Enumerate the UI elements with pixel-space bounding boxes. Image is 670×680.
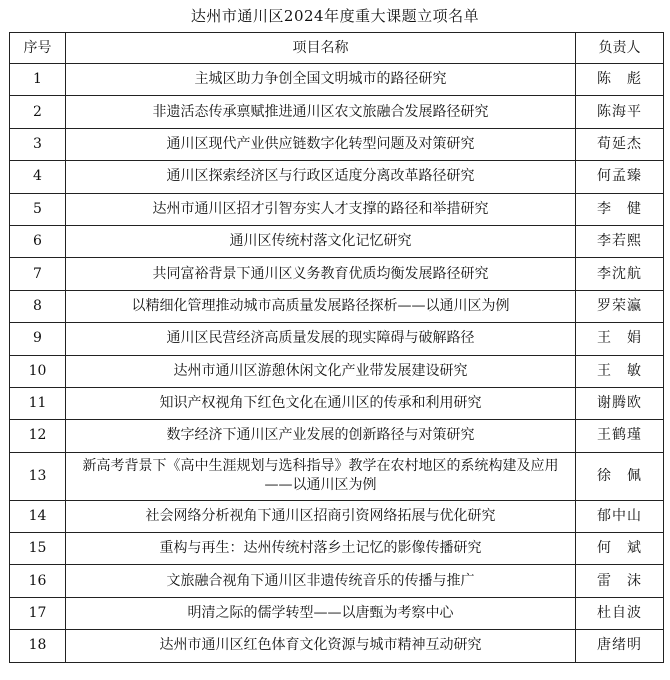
row-number: 14 [10,500,66,532]
row-leader: 陈 彪 [576,64,664,96]
row-number: 1 [10,64,66,96]
row-leader: 郁中山 [576,500,664,532]
table-row [10,128,664,160]
row-leader: 王 敏 [576,355,664,387]
row-project-name: 社会网络分析视角下通川区招商引资网络拓展与优化研究 [66,500,576,532]
table-row [10,258,664,290]
row-leader: 杜自波 [576,597,664,629]
row-project-name: 重构与再生：达州传统村落乡土记忆的影像传播研究 [66,533,576,565]
row-number: 16 [10,565,66,597]
row-number: 4 [10,161,66,193]
table-row [10,597,664,629]
row-leader: 李沈航 [576,258,664,290]
row-leader: 何 斌 [576,533,664,565]
row-project-name: 非遗活态传承禀赋推进通川区农文旅融合发展路径研究 [66,96,576,128]
row-number: 6 [10,225,66,257]
document-title: 达州市通川区2024年度重大课题立项名单 [190,7,480,25]
table-row [10,452,664,500]
row-number: 11 [10,387,66,419]
table-body [10,64,664,663]
table-row [10,161,664,193]
row-leader: 谢腾欧 [576,387,664,419]
table-row [10,565,664,597]
table-row [10,323,664,355]
row-project-name: 数字经济下通川区产业发展的创新路径与对策研究 [66,420,576,452]
row-project-name: 达州市通川区游憩休闲文化产业带发展建设研究 [66,355,576,387]
row-number: 18 [10,630,66,662]
row-leader: 李若熙 [576,225,664,257]
row-number: 3 [10,128,66,160]
row-project-name: 共同富裕背景下通川区义务教育优质均衡发展路径研究 [66,258,576,290]
row-project-name: 新高考背景下《高中生涯规划与选科指导》教学在农村地区的系统构建及应用——以通川区为例 [66,452,576,500]
row-project-name: 达州市通川区招才引智夯实人才支撑的路径和举措研究 [66,193,576,225]
table-row [10,193,664,225]
header-project-name: 项目名称 [66,33,576,64]
row-project-name: 通川区探索经济区与行政区适度分离改革路径研究 [66,161,576,193]
row-leader: 李 健 [576,193,664,225]
row-leader: 王 娟 [576,323,664,355]
table-row [10,387,664,419]
row-project-name: 文旅融合视角下通川区非遗传统音乐的传播与推广 [66,565,576,597]
row-number: 13 [10,452,66,500]
row-leader: 荀延杰 [576,128,664,160]
table-row [10,500,664,532]
row-leader: 王鹤瑾 [576,420,664,452]
row-leader: 徐 佩 [576,452,664,500]
project-list-table [9,32,664,663]
row-number: 2 [10,96,66,128]
table-header-row [10,33,664,64]
row-project-name: 通川区传统村落文化记忆研究 [66,225,576,257]
row-project-name: 主城区助力争创全国文明城市的路径研究 [66,64,576,96]
row-project-name: 达州市通川区红色体育文化资源与城市精神互动研究 [66,630,576,662]
table-row [10,96,664,128]
row-number: 7 [10,258,66,290]
row-leader: 罗荣瀛 [576,290,664,322]
row-leader: 唐绪明 [576,630,664,662]
row-number: 8 [10,290,66,322]
header-number: 序号 [10,33,66,64]
row-number: 17 [10,597,66,629]
table-row [10,225,664,257]
table-row [10,630,664,662]
table-row [10,533,664,565]
row-number: 15 [10,533,66,565]
row-number: 10 [10,355,66,387]
row-project-name: 通川区现代产业供应链数字化转型问题及对策研究 [66,128,576,160]
row-project-name: 明清之际的儒学转型——以唐甄为考察中心 [66,597,576,629]
row-project-name: 以精细化管理推动城市高质量发展路径探析——以通川区为例 [66,290,576,322]
row-number: 12 [10,420,66,452]
table-row [10,290,664,322]
table-row [10,64,664,96]
row-project-name: 通川区民营经济高质量发展的现实障碍与破解路径 [66,323,576,355]
table-row [10,355,664,387]
table-row [10,420,664,452]
header-leader: 负责人 [576,33,664,64]
row-project-name: 知识产权视角下红色文化在通川区的传承和利用研究 [66,387,576,419]
row-number: 5 [10,193,66,225]
row-leader: 何孟臻 [576,161,664,193]
row-number: 9 [10,323,66,355]
row-leader: 雷 沫 [576,565,664,597]
row-leader: 陈海平 [576,96,664,128]
